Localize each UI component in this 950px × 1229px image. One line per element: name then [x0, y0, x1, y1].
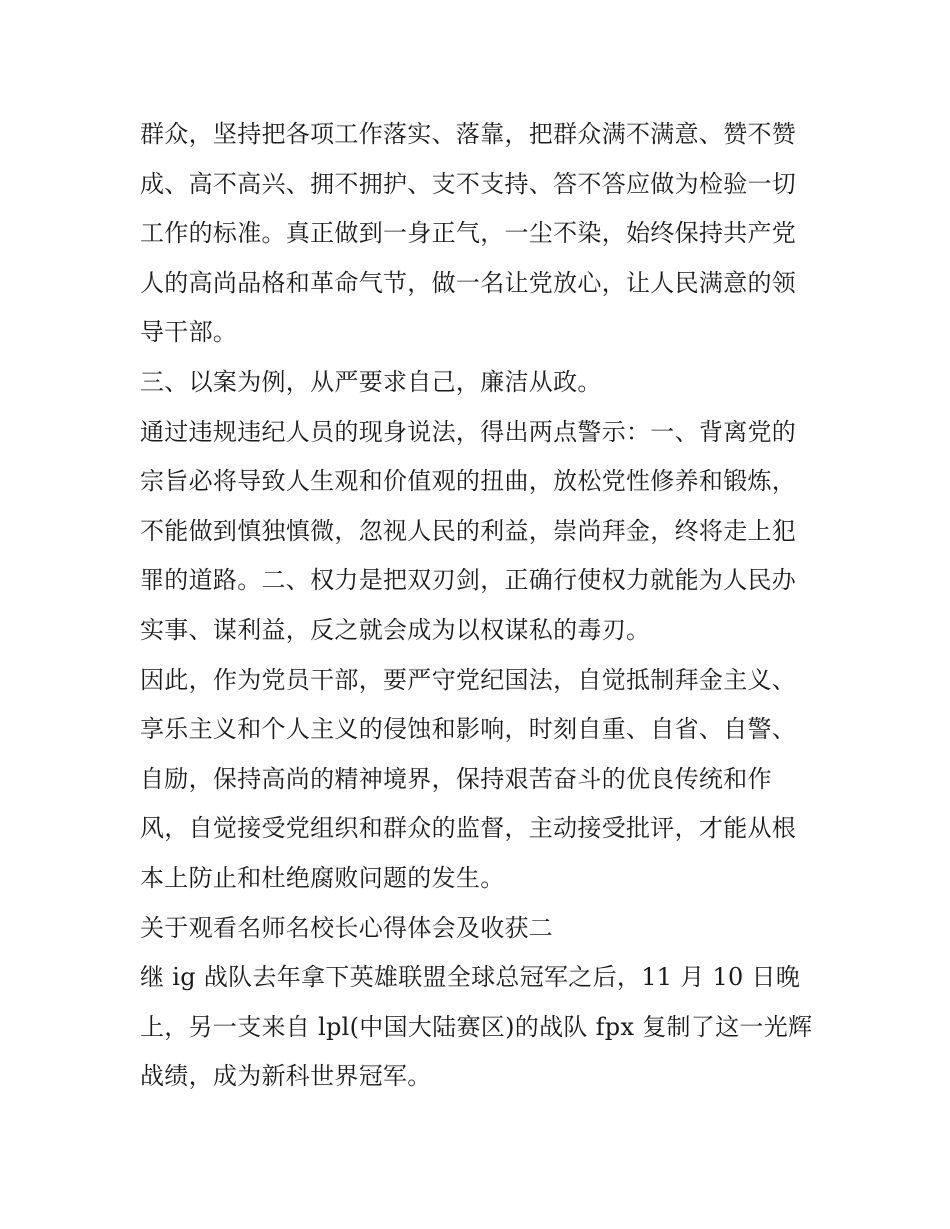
paragraph-conclusion [140, 656, 820, 904]
text-line: 继 ig 战队去年拿下英雄联盟全球总冠军之后，11 月 10 日晚 [140, 963, 801, 992]
text-line: 人的高尚品格和革命气节，做一名让党放心，让人民满意的领 [140, 268, 797, 297]
text-line: 本上防止和杜绝腐败问题的发生。 [140, 863, 505, 892]
text-line: 自励，保持高尚的精神境界，保持艰苦奋斗的优良传统和作 [140, 764, 772, 793]
text-line: 通过违规违纪人员的现身说法，得出两点警示：一、背离党的 [140, 417, 797, 446]
text-line: 享乐主义和个人主义的侵蚀和影响，时刻自重、自省、自警、 [140, 715, 797, 744]
text-line: 因此，作为党员干部，要严守党纪国法，自觉抵制拜金主义、 [140, 665, 797, 694]
text-line: 成、高不高兴、拥不拥护、支不支持、答不答应做为检验一切 [140, 169, 797, 198]
document-body [140, 110, 820, 1102]
text-line: 工作的标准。真正做到一身正气，一尘不染，始终保持共产党 [140, 219, 797, 248]
text-line: 风，自觉接受党组织和群众的监督，主动接受批评，才能从根 [140, 814, 797, 843]
text-line: 实事、谋利益，反之就会成为以权谋私的毒刃。 [140, 615, 651, 644]
section-heading-three [140, 358, 820, 408]
paragraph-conduct-standards [140, 110, 820, 358]
article-title-two [140, 904, 820, 954]
text-line: 上，另一支来自 lpl(中国大陆赛区)的战队 fpx 复制了这一光辉 [140, 1012, 813, 1041]
text-line: 群众，坚持把各项工作落实、落靠，把群众满不满意、赞不赞 [140, 120, 797, 148]
text-line: 关于观看名师名校长心得体会及收获二 [140, 913, 554, 942]
text-line: 宗旨必将导致人生观和价值观的扭曲，放松党性修养和锻炼， [140, 467, 797, 496]
paragraph-warnings [140, 408, 820, 656]
text-line: 三、以案为例，从严要求自己，廉洁从政。 [140, 367, 602, 396]
text-line: 不能做到慎独慎微，忽视人民的利益，崇尚拜金，终将走上犯 [140, 516, 797, 545]
text-line: 战绩，成为新科世界冠军。 [140, 1062, 432, 1091]
paragraph-fpx-championship [140, 953, 820, 1102]
text-line: 罪的道路。二、权力是把双刃剑，正确行使权力就能为人民办 [140, 566, 797, 595]
text-line: 导干部。 [140, 318, 238, 347]
